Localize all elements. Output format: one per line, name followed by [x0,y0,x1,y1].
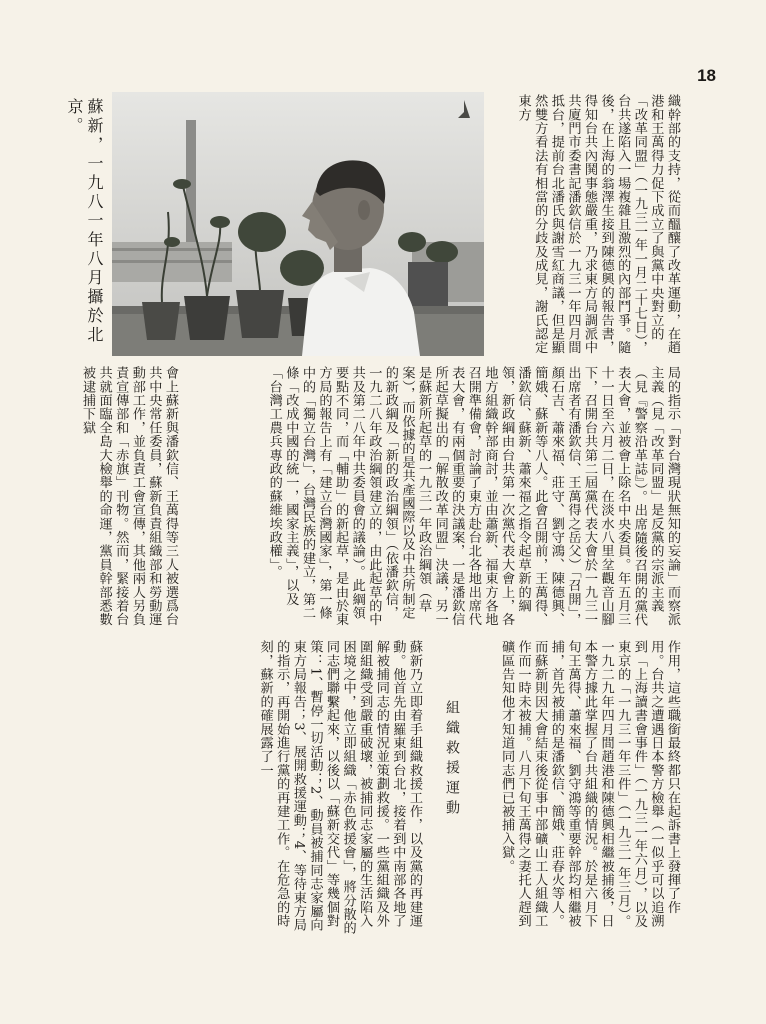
portrait-photo-image [112,92,484,356]
photo-caption: 蘇新，一九八一年八月攝於北京。 [65,98,104,345]
text-block-bottom-left: 蘇新乃立即着手組織救援工作，以及黨的再建運動。他首先由羅東到台北，接着到中南部各地了解被捕同志的情況並策劃救援。一些黨組織及外圍組織受到嚴重破壞，被捕同志家屬的生活陷入困境之中，他立即組織「赤色救援會」，將分散的同志們聯繫起來，以後以「蘇新交代」等幾個對策：1、暫停一切活動；2、動員被捕同志家屬向東方局報告；3、展開救援運動；4、等待東方局的指示，再開始進行黨的再建工作。在危急的時刻，蘇新的確展露了一 [257,640,422,935]
portrait-photo [112,92,484,356]
text-block-middle-left: 會上蘇新與潘欽信、王萬得等三人被選爲台共中央常任委員，蘇新負責組織部和勞動運動部工作，並負責工會宣傳，其他兩人另負責宣傳部和「赤旗」刊物。然而，緊接着台共就面臨全島大檢舉的命運，黨員幹部悉數被逮捕下獄 [80,366,178,627]
section-subhead: 組織救援運動 [444,700,460,820]
text-block-middle: 局的指示「對台灣現狀無知的妄論」而察派主義（見「改革同盟」是反黨的宗派主義（見『警察沿革誌』）。出席隨後召開的黨代表大會，並被會上除名中央委員。年五月三十一日至六月二日，在淡水八里坌觀音山腳下，召開台共第二屆黨代表大會於一九三一出席者有潘欽信、王萬得之岳父）「召開」，顏石吉、蕭來福、莊守、劉守鴻、陳德興、簡娥、蘇新等八人。此會召開前，王萬得、潘欽信、蘇新、蕭來福之指令起草新的綱領，新政綱由台共第一次黨代表大會上，各地方組織幹部商討，並由蕭新、福東方各地召開準備會，討論了東方赴台北各地出席代表大會，有兩個重要的決議案，一是潘欽信所起草擬出的「解散改革同盟」決議，另一是蘇新所起草的一九三一年政治綱領（草案），而依據的是共產國際以及中共所制定的新政綱及「新的政治綱領」（依潘欽信，一九二八年政治綱領建立的，由此起草的中共及第二八年中共委員會的議論）。此綱領要點不同，而「輔助」的新起草，是由於東方局的報告上有「建立台灣國家」，第一條中的「獨立台灣」，台灣民族的建立，第二條「改成中國的統一，國家主義」，以及「台灣工農兵專政的蘇維埃政權」。 [266,366,680,627]
text-block-bottom-right: 作用，這些職銜最終都只在起訴書上發揮了作用。台共之遭遇日本警方檢舉（一似乎可以追溯到「上海讀書會事件」（一九三一年六月），以及東京的「一九三一年三件」（一九三一年三月）。一九二九年四月間趙港和陳德興相繼被捕後，日本警方據此掌握了台共組織的情況。於是六月下旬王萬得、蕭來福、劉守鴻等重要幹部均相繼被捕，首先被捕的是潘欽信、簡娥、莊春火等人。而蘇新則因大會結束後從事中部礦山工人組織工作而一時未被捕。八月下旬王萬得之妻托人趕到礦區告知他才知道同志們已被捕入獄。 [499,640,680,929]
text-block-top-right: 織幹部的支持，從而醞釀了改革運動，在趙港和王萬得力促下成立了與黨中央對立的「改革同盟」（一九三一年一月二十七日），台共遂陷入一場複雜且激烈的內部鬥爭。隨後，在上海的翁澤生接到陳德興的報告書，得知台共內鬨事態嚴重，乃求東方局調派中共廈門市委書記潘欽信於一九三一年四月間抵台，提前台北潘氏與謝雪紅商議，但是顯然雙方看法有相當的分歧及成見，謝氏認定東方 [515,94,680,355]
page-number: 18 [697,66,716,85]
